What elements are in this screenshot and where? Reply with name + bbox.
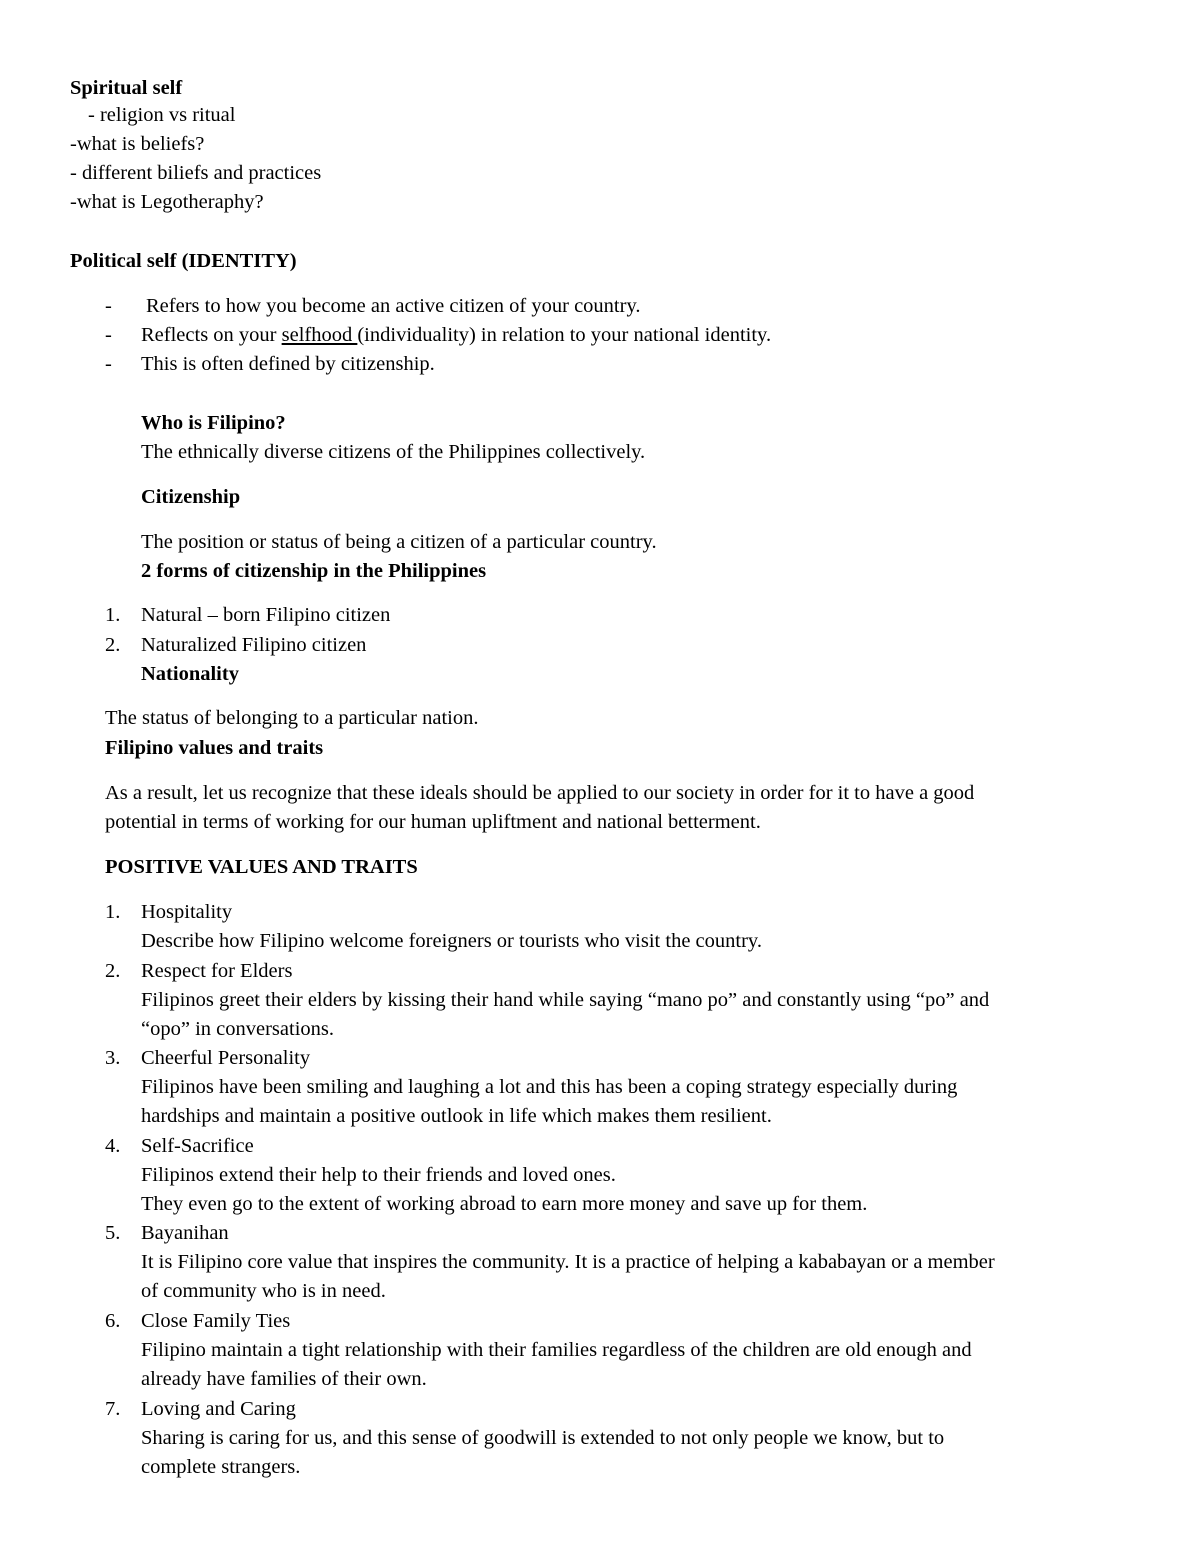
value-title: Hospitality (141, 901, 233, 923)
value-title: Self-Sacrifice (141, 1135, 254, 1157)
values-heading: Filipino values and traits (105, 737, 324, 759)
political-bullet-text: This is often defined by citizenship. (141, 353, 435, 375)
value-description: complete strangers. (141, 1456, 301, 1478)
list-number: 6. (105, 1310, 121, 1332)
bullet-text-pre: Reflects on your (141, 324, 282, 346)
bullet-dash: - (105, 295, 112, 317)
value-title: Loving and Caring (141, 1398, 296, 1420)
list-number: 2. (105, 960, 121, 982)
citizenship-form: Natural – born Filipino citizen (141, 604, 391, 626)
list-number: 7. (105, 1398, 121, 1420)
spiritual-self-heading: Spiritual self (70, 77, 183, 99)
list-number: 4. (105, 1135, 121, 1157)
value-description: Describe how Filipino welcome foreigners or tourists who visit the country. (141, 930, 762, 952)
bullet-text-post: (individuality) in relation to your national identity. (357, 324, 772, 346)
value-title: Cheerful Personality (141, 1047, 311, 1069)
value-description: already have families of their own. (141, 1368, 427, 1390)
list-number: 2. (105, 634, 121, 656)
value-description: of community who is in need. (141, 1280, 386, 1302)
list-number: 5. (105, 1222, 121, 1244)
citizenship-heading: Citizenship (141, 486, 241, 508)
value-title: Close Family Ties (141, 1310, 291, 1332)
value-description: Sharing is caring for us, and this sense of goodwill is extended to not only people we know, but to (141, 1427, 945, 1449)
bullet-dash: - (105, 324, 112, 346)
value-description: They even go to the extent of working abroad to earn more money and save up for them. (141, 1193, 868, 1215)
political-bullet-text: Refers to how you become an active citizen of your country. (146, 295, 641, 317)
value-title: Respect for Elders (141, 960, 293, 982)
values-intro-line: potential in terms of working for our human upliftment and national betterment. (105, 811, 761, 833)
citizenship-forms-heading: 2 forms of citizenship in the Philippines (141, 560, 487, 582)
nationality-heading: Nationality (141, 663, 239, 685)
citizenship-form: Naturalized Filipino citizen (141, 634, 367, 656)
bullet-dash: - (105, 353, 112, 375)
values-intro-line: As a result, let us recognize that these ideals should be applied to our society in order for it to have a good (105, 782, 975, 804)
value-description: Filipinos extend their help to their friends and loved ones. (141, 1164, 616, 1186)
political-bullet-text (141, 321, 771, 349)
spiritual-item: - religion vs ritual (88, 104, 236, 126)
selfhood-underlined: selfhood (281, 324, 358, 346)
value-description: Filipino maintain a tight relationship with their families regardless of the children are old enough and (141, 1339, 972, 1361)
spiritual-item: - different biliefs and practices (70, 162, 322, 184)
value-description: Filipinos greet their elders by kissing their hand while saying “mano po” and constantly using “po” and (141, 989, 990, 1011)
value-description: “opo” in conversations. (141, 1018, 334, 1040)
value-description: It is Filipino core value that inspires the community. It is a practice of helping a kababayan or a member (141, 1251, 995, 1273)
who-is-filipino-heading: Who is Filipino? (141, 412, 286, 434)
spiritual-item: -what is beliefs? (70, 133, 205, 155)
positive-values-heading: POSITIVE VALUES AND TRAITS (105, 856, 418, 878)
list-number: 1. (105, 901, 121, 923)
list-number: 3. (105, 1047, 121, 1069)
citizenship-text: The position or status of being a citizen of a particular country. (141, 531, 657, 553)
political-self-heading: Political self (IDENTITY) (70, 250, 297, 272)
who-is-filipino-text: The ethnically diverse citizens of the Philippines collectively. (141, 441, 646, 463)
spiritual-item: -what is Legotheraphy? (70, 191, 264, 213)
value-description: hardships and maintain a positive outlook in life which makes them resilient. (141, 1105, 772, 1127)
value-title: Bayanihan (141, 1222, 229, 1244)
nationality-text: The status of belonging to a particular nation. (105, 707, 479, 729)
list-number: 1. (105, 604, 121, 626)
value-description: Filipinos have been smiling and laughing a lot and this has been a coping strategy especially during (141, 1076, 958, 1098)
